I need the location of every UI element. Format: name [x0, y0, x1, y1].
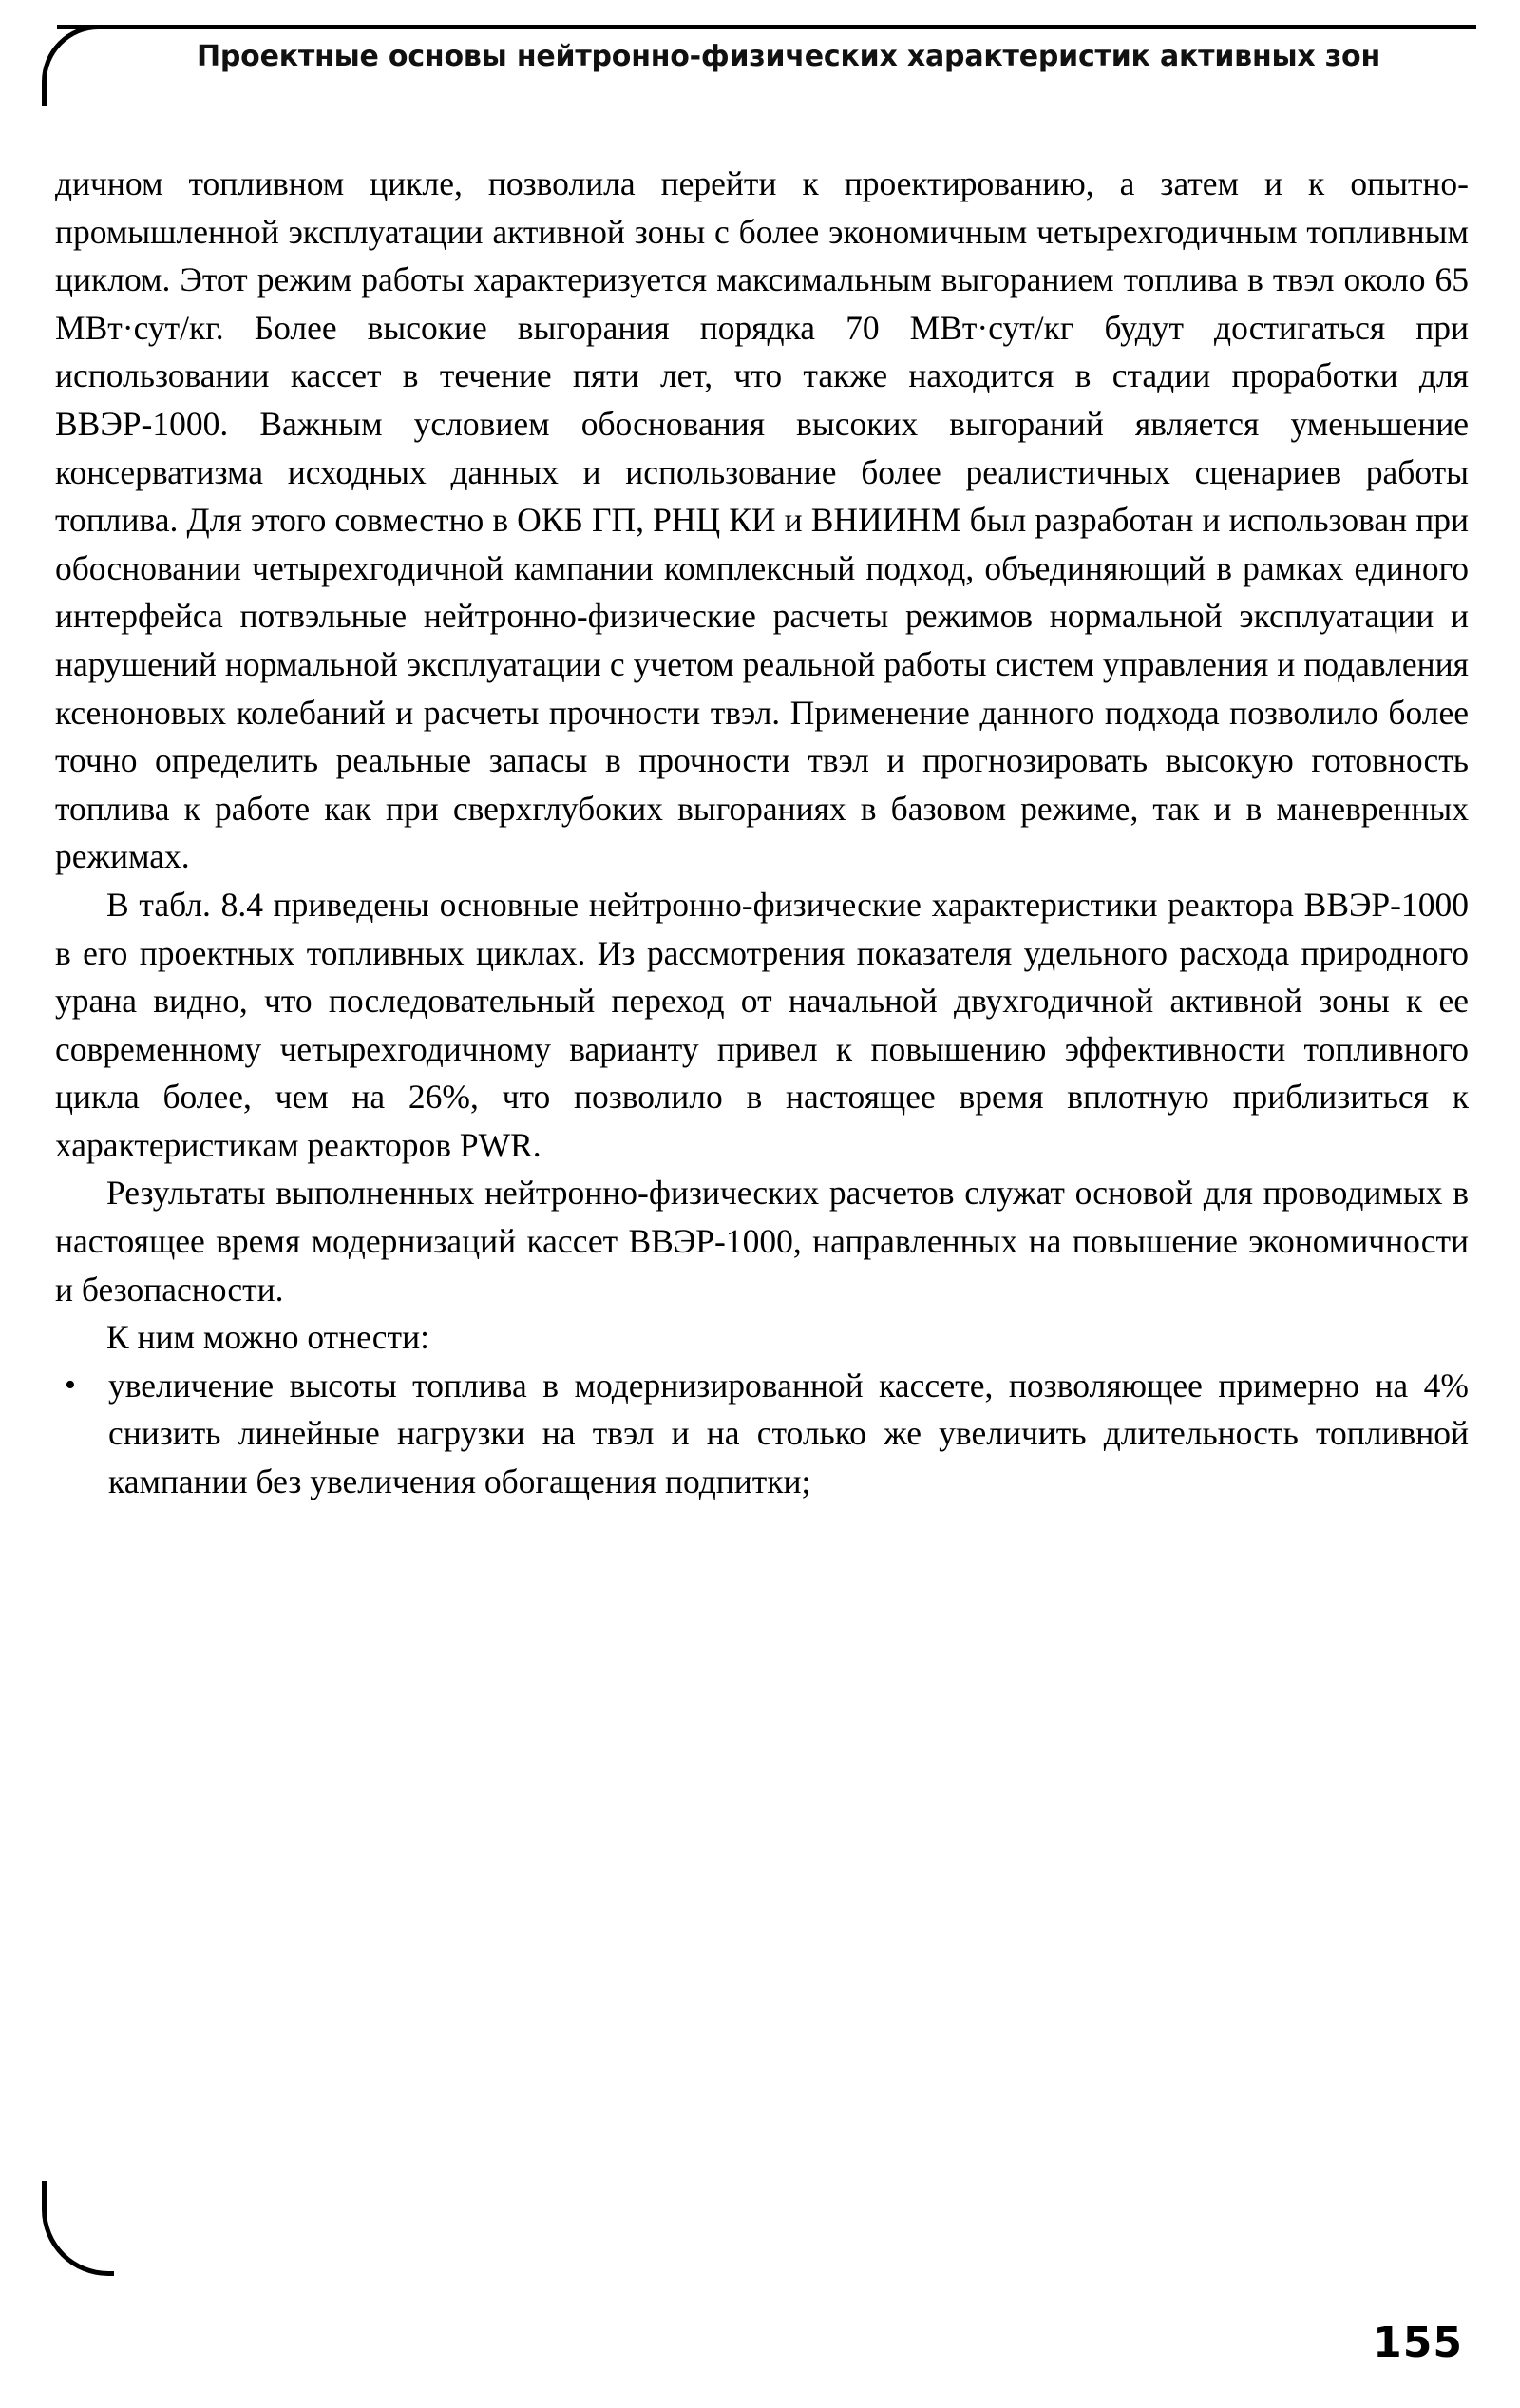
running-head: Проектные основы нейтронно-физических характеристик активных зон [197, 40, 1380, 73]
header-corner-ornament [42, 25, 108, 106]
list-item [55, 1362, 1469, 1506]
header-rule [57, 25, 1476, 29]
paragraph-3: Результаты выполненных нейтронно-физических расчетов служат основой для проводимых в настоящее время модернизаций кассет ВВЭР-1000, направленных на повышение экономичности и безопасности. [55, 1174, 1469, 1309]
page-body [55, 160, 1469, 1506]
paragraph-2: В табл. 8.4 приведены основные нейтронно-физические характеристики реактора ВВЭР-1000 в его проектных топливных циклах. Из рассмотрения показателя удельного расхода природного урана видно, что последовательный переход от начальной двухгодичной активной зоны к ее современному четырехгодичному варианту привел к повышению эффективности топливного цикла более, чем на 26%, что позволило в настоящее время вплотную приблизиться к характеристикам реакторов PWR. [55, 885, 1469, 1164]
paragraph-1: дичном топливном цикле, позволила перейти к проектированию, а затем и к опытно-промышленной эксплуатации активной зоны с более экономичным четырехгодичным топливным циклом. Этот режим работы характеризуется максимальным выгоранием топлива в твэл около 65 МВт·сут/кг. Более высокие выгорания порядка 70 МВт·сут/кг будут достигаться при использовании кассет в течение пяти лет, что также находится в стадии проработки для ВВЭР-1000. Важным условием обоснования высоких выгораний является уменьшение консерватизма исходных данных и использование более реалистичных сценариев работы топлива. Для этого совместно в ОКБ ГП, РНЦ КИ и ВНИИНМ был разработан и использован при обосновании четырехгодичной кампании комплексный подход, объединяющий в рамках единого интерфейса потвэльные нейтронно-физические расчеты режимов нормальной эксплуатации и нарушений нормальной эксплуатации с учетом реальной работы систем управления и подавления ксеноновых колебаний и расчеты прочности твэл. Применение данного подхода позволило более точно определить реальные запасы в прочности твэл и прогнозировать высокую готовность топлива к работе как при сверхглубоких выгораниях в базовом режиме, так и в маневренных режимах. [55, 164, 1469, 876]
footer-corner-ornament [42, 2181, 114, 2276]
bullet-marker-icon: • [65, 1366, 76, 1403]
paragraph-4: К ним можно отнести: [106, 1318, 429, 1357]
list-item-text: увеличение высоты топлива в модернизированной кассете, позволяющее примерно на 4% снизить линейные нагрузки на твэл и на столько же увеличить длительность топливной кампании без увеличения обогащения подпитки; [108, 1366, 1469, 1501]
page-number: 155 [1373, 2319, 1463, 2367]
